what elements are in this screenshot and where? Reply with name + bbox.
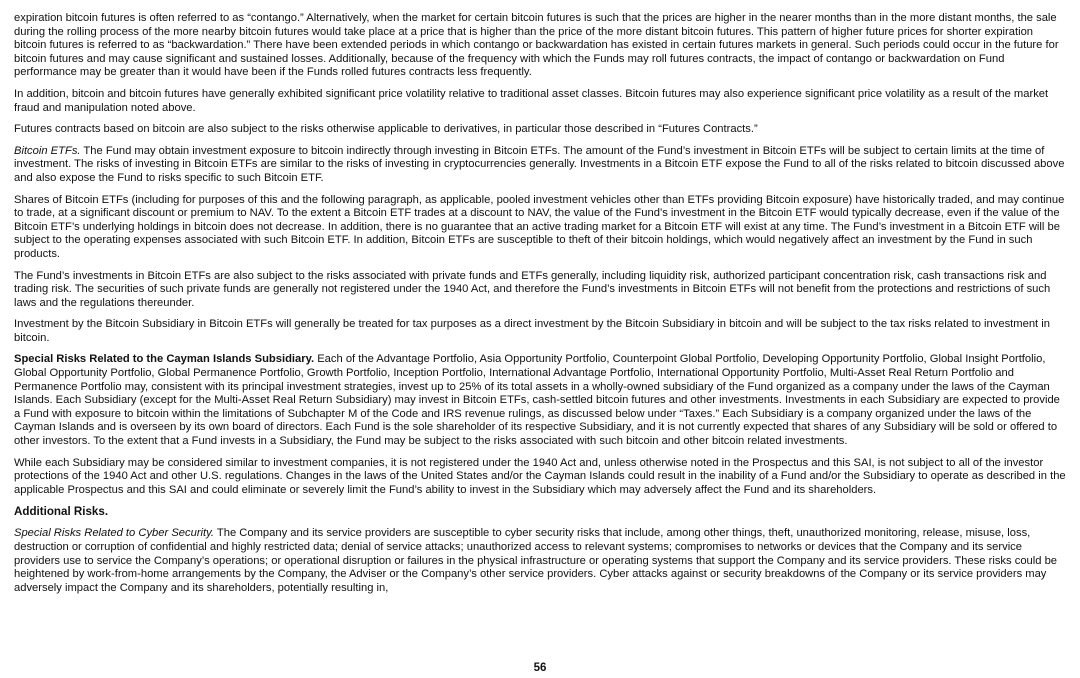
paragraph-etf-shares: Shares of Bitcoin ETFs (including for purposes of this and the following paragraph, as applicable, pooled investment vehicles other than ETFs providing Bitcoin exposure) have historically traded, and may continue to trade, at a significant discount or premium to NAV. To the extent a Bitcoin ETF trades at a discount to NAV, the value of the Fund’s investment in the Bitcoin ETF would typically decrease, even if the value of the Bitcoin ETF’s underlying holdings in bitcoin does not decrease. In addition, there is no guarantee that an active trading market for a Bitcoin ETF will exist at any time. The Fund’s investment in a Bitcoin ETF will be subject to the operating expenses associated with such Bitcoin ETF. In addition, Bitcoin ETFs are susceptible to theft of their bitcoin holdings, which would negatively affect an investment by the Fund in such products. — [14, 193, 1065, 260]
paragraph-cayman-subsidiary — [14, 353, 1066, 448]
paragraph-bitcoin-etfs — [14, 145, 1066, 186]
paragraph-derivatives: Futures contracts based on bitcoin are also subject to the risks otherwise applicable to derivatives, in particular those described in “Futures Contracts.” — [14, 123, 758, 136]
cayman-subsidiary-body: Each of the Advantage Portfolio, Asia Opportunity Portfolio, Counterpoint Global Portfolio, Developing Opportunity Portfolio, Global Insight Portfolio, Global Opportunity Portfolio, Global Permanence Portfolio, Growth Portfolio, Inception Portfolio, International Advantage Portfolio, International Opportunity Portfolio, Multi-Asset Real Return Portfolio and Permanence Portfolio may, consistent with its principal investment strategies, invest up to 25% of its total assets in a wholly-owned subsidiary of the Fund organized as a company under the laws of the Cayman Islands. Each Subsidiary (except for the Multi-Asset Real Return Subsidiary) may invest in Bitcoin ETFs, cash-settled bitcoin futures and other investments. Investments in each Subsidiary are expected to provide a Fund with exposure to bitcoin within the limitations of Subchapter M of the Code and IRS revenue rulings, as discussed below under “Taxes.” Each Subsidiary is a company organized under the laws of the Cayman Islands and is overseen by its own board of directors. Each Fund is the sole shareholder of its respective Subsidiary, and it is not currently expected that shares of any Subsidiary will be sold or offered to other investors. To the extent that a Fund invests in a Subsidiary, the Fund may be subject to the risks associated with such bitcoin and other bitcoin related investments. — [14, 353, 1060, 448]
paragraph-subsidiary-regulation: While each Subsidiary may be considered similar to investment companies, it is not registered under the 1940 Act and, unless otherwise noted in the Prospectus and this SAI, is not subject to all of the investor protections of the 1940 Act and other U.S. regulations. Changes in the laws of the United States and/or the Cayman Islands could result in the inability of a Fund and/or the Subsidiary to operate as described in the applicable Prospectus and this SAI and could eliminate or severely limit the Fund’s ability to invest in the Subsidiary which may adversely affect the Fund and its shareholders. — [14, 456, 1066, 496]
paragraph-cyber-security — [14, 527, 1066, 595]
page-number: 56 — [533, 662, 547, 674]
paragraph-volatility: In addition, bitcoin and bitcoin futures have generally exhibited significant price volatility relative to traditional asset classes. Bitcoin futures may also experience significant price volatility as a result of the market fraud and manipulation noted above. — [14, 87, 1049, 114]
paragraph-contango: expiration bitcoin futures is often referred to as “contango.” Alternatively, when the market for certain bitcoin futures is such that the prices are higher in the nearer months than in the more distant months, the sale during the rolling process of the more nearby bitcoin futures would take place at a price that is higher than the price of the more distant bitcoin futures. This pattern of higher future prices for shorter expiration bitcoin futures is referred to as “backwardation.” There have been extended periods in which contango or backwardation has existed in certain futures markets in general. Such periods could occur in the future for bitcoin futures and may cause significant and sustained losses. Additionally, because of the frequency with which the Funds may roll futures contracts, the impact of contango or backwardation on Fund performance may be greater than it would have been if the Funds rolled futures contracts less frequently. — [14, 12, 1059, 79]
cyber-security-lead: Special Risks Related to Cyber Security. — [14, 527, 215, 540]
cyber-security-body: The Company and its service providers are susceptible to cyber security risks that include, among other things, theft, unauthorized monitoring, release, misuse, loss, destruction or corruption of confidential and highly restricted data; denial of service attacks; unauthorized access to relevant systems; compromises to networks or devices that the Company and its service providers use to service the Company’s operations; or operational disruption or failures in the physical infrastructure or operating systems that support the Company and its service providers. These risks could be heightened by work-from-home arrangements by the Company, the Adviser or the Company’s other service providers. Cyber attacks against or security breakdowns of the Company or its service providers may adversely impact the Company and its shareholders, potentially resulting in, — [14, 527, 1058, 594]
paragraph-tax-treatment: Investment by the Bitcoin Subsidiary in Bitcoin ETFs will generally be treated for tax purposes as a direct investment by the Bitcoin Subsidiary in bitcoin and will be subject to the tax risks related to investment in bitcoin. — [14, 318, 1050, 344]
paragraph-private-funds: The Fund’s investments in Bitcoin ETFs are also subject to the risks associated with private funds and ETFs generally, including liquidity risk, authorized participant concentration risk, cash transactions risk and trading risk. The securities of such private funds are generally not registered under the 1940 Act, and therefore the Fund’s investments in Bitcoin ETFs will not benefit from the protections and restrictions of such laws and the regulations thereunder. — [14, 269, 1051, 309]
bitcoin-etfs-lead: Bitcoin ETFs. — [14, 144, 81, 157]
heading-additional-risks: Additional Risks. — [14, 505, 109, 519]
cayman-subsidiary-lead: Special Risks Related to the Cayman Islands Subsidiary. — [14, 353, 315, 366]
bitcoin-etfs-body: The Fund may obtain investment exposure to bitcoin indirectly through investing in Bitcoin ETFs. The amount of the Fund’s investment in Bitcoin ETFs will be subject to certain limits at the time of investment. The risks of investing in Bitcoin ETFs are similar to the risks of investing in cryptocurrencies generally. Investments in a Bitcoin ETF expose the Fund to all of the risks related to bitcoin discussed above and also expose the Fund to risks specific to such Bitcoin ETF. — [14, 144, 1065, 184]
